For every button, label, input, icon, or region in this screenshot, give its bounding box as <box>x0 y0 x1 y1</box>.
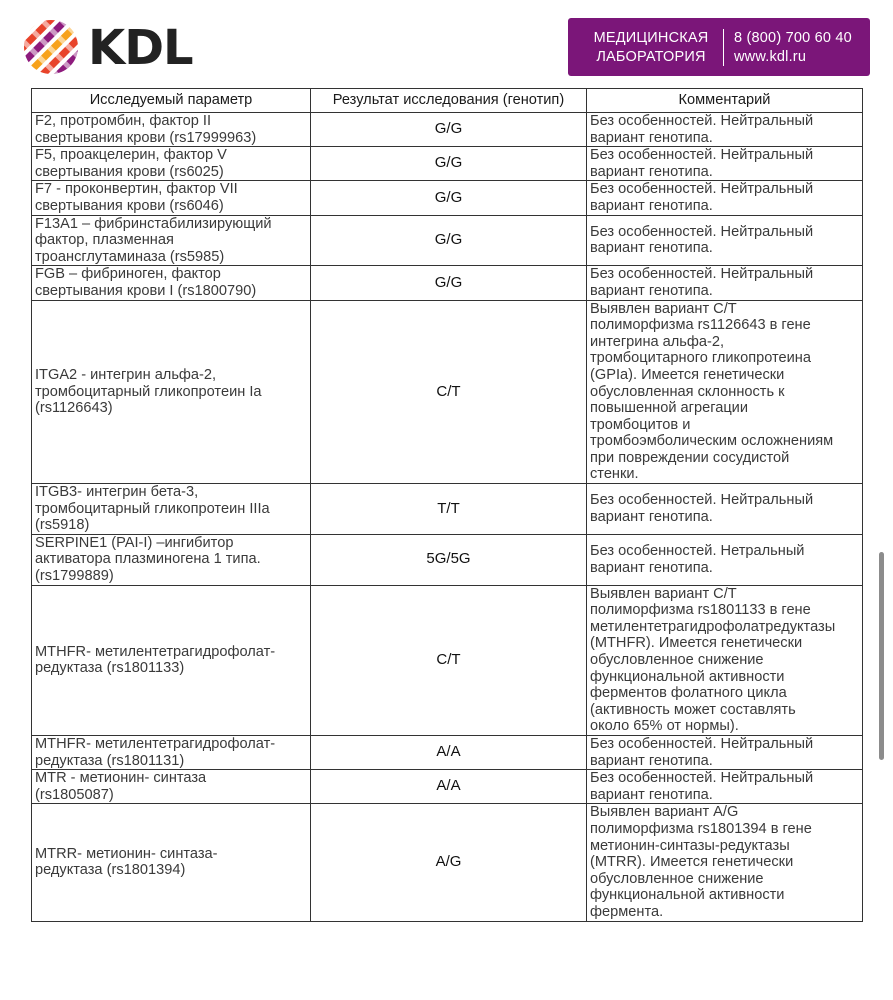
genotype-cell: G/G <box>311 181 587 215</box>
parameter-cell <box>32 215 311 266</box>
comment-line: вариант генотипа. <box>590 197 713 214</box>
column-header-genotype: Результат исследования (генотип) <box>311 89 587 113</box>
comment-line: полиморфизма rs1801394 в гене <box>590 820 812 837</box>
comment-line: около 65% от нормы). <box>590 718 739 735</box>
comment-line: фермента. <box>590 903 664 920</box>
parameter-cell <box>32 484 311 535</box>
genotype-cell: C/T <box>311 300 587 484</box>
comment-line: метионин-синтазы-редуктазы <box>590 837 790 854</box>
comment-line: вариант генотипа. <box>590 282 713 299</box>
parameter-cell <box>32 770 311 804</box>
comment-line: (активность может составлять <box>590 701 796 718</box>
comment-line: тромбоэмболическим осложнениям <box>590 433 834 450</box>
parameter-line: ITGA2 - интегрин альфа-2, <box>35 366 217 383</box>
parameter-line: FGB – фибриноген, фактор <box>35 266 221 283</box>
table-row <box>32 215 863 266</box>
table-row <box>32 147 863 181</box>
comment-line: Без особенностей. Нетральный <box>590 543 805 560</box>
comment-line: обусловленное снижение <box>590 870 764 887</box>
comment-cell <box>587 534 863 585</box>
parameter-line: свертывания крови (rs17999963) <box>35 129 257 146</box>
genotype-results-table <box>31 88 863 922</box>
comment-cell <box>587 215 863 266</box>
parameter-cell <box>32 266 311 300</box>
parameter-cell <box>32 804 311 921</box>
page-header <box>0 0 893 88</box>
comment-line: Без особенностей. Нейтральный <box>590 770 814 787</box>
comment-cell <box>587 585 863 735</box>
comment-cell <box>587 113 863 147</box>
comment-line: повышенной агрегации <box>590 400 748 417</box>
column-header-parameter: Исследуемый параметр <box>32 89 311 113</box>
parameter-line: свертывания крови (rs6025) <box>35 163 224 180</box>
comment-line: Без особенностей. Нейтральный <box>590 147 814 164</box>
table-row <box>32 735 863 769</box>
parameter-line: фактор, плазменная <box>35 232 174 249</box>
comment-line: (MTHFR). Имеется генетически <box>590 635 803 652</box>
comment-line: обусловленное снижение <box>590 652 764 668</box>
genotype-cell: 5G/5G <box>311 534 587 585</box>
comment-cell <box>587 804 863 921</box>
parameter-cell <box>32 181 311 215</box>
table-header-row <box>32 89 863 113</box>
comment-cell <box>587 147 863 181</box>
parameter-line: тромбоцитарный гликопротеин IIIa <box>35 500 270 517</box>
parameter-line: (rs1805087) <box>35 786 114 803</box>
comment-line: вариант генотипа. <box>590 163 713 180</box>
comment-cell <box>587 484 863 535</box>
parameter-line: ITGB3- интегрин бета-3, <box>35 484 199 501</box>
genotype-cell: T/T <box>311 484 587 535</box>
parameter-line: (rs1126643) <box>35 400 113 417</box>
comment-line: (MTRR). Имеется генетически <box>590 854 794 871</box>
column-header-comment: Комментарий <box>587 89 863 113</box>
parameter-line: свертывания крови I (rs1800790) <box>35 282 257 299</box>
comment-line: Выявлен вариант A/G <box>590 804 739 821</box>
comment-line: при повреждении сосудистой <box>590 449 790 466</box>
comment-line: ферментов фолатного цикла <box>590 685 787 702</box>
table-row <box>32 585 863 735</box>
comment-line: тромбоцитов и <box>590 416 691 433</box>
comment-line: полиморфизма rs1126643 в гене <box>590 317 811 334</box>
parameter-line: MTHFR- метилентетрагидрофолат- <box>35 735 276 752</box>
comment-line: Без особенностей. Нейтральный <box>590 735 814 752</box>
parameter-line: активатора плазминогена 1 типа. <box>35 551 261 568</box>
comment-line: Без особенностей. Нейтральный <box>590 266 814 283</box>
comment-line: Без особенностей. Нейтральный <box>590 181 814 198</box>
table-row <box>32 300 863 484</box>
parameter-line: редуктаза (rs1801131) <box>35 752 185 769</box>
table-body <box>32 113 863 922</box>
parameter-line: тромбоцитарный гликопротеин Ia <box>35 383 262 400</box>
parameter-line: редуктаза (rs1801394) <box>35 862 186 879</box>
parameter-line: F5, проакцелерин, фактор V <box>35 147 227 164</box>
parameter-line: (rs1799889) <box>35 568 114 585</box>
genotype-cell: G/G <box>311 113 587 147</box>
table-row <box>32 181 863 215</box>
parameter-cell <box>32 300 311 484</box>
parameter-line: MTRR- метионин- синтаза- <box>35 845 218 862</box>
comment-line: вариант генотипа. <box>590 508 713 525</box>
comment-line: вариант генотипа. <box>590 129 713 146</box>
parameter-line: (rs5918) <box>35 517 90 534</box>
table-row <box>32 484 863 535</box>
comment-line: вариант генотипа. <box>590 752 713 769</box>
lab-name-line1: МЕДИЦИНСКАЯ <box>593 30 709 46</box>
lab-contacts <box>734 29 852 67</box>
table-row <box>32 804 863 921</box>
comment-cell <box>587 181 863 215</box>
parameter-line: MTHFR- метилентетрагидрофолат- <box>35 643 276 660</box>
comment-line: (GPIa). Имеется генетически <box>590 366 785 383</box>
genotype-cell: G/G <box>311 147 587 181</box>
table-row <box>32 113 863 147</box>
vertical-scrollbar[interactable] <box>879 552 884 760</box>
comment-line: функциональной активности <box>590 887 785 904</box>
genotype-cell: A/A <box>311 735 587 769</box>
parameter-line: MTR - метионин- синтаза <box>35 770 207 787</box>
parameter-cell <box>32 113 311 147</box>
comment-line: метилентетрагидрофолатредуктазы <box>590 618 836 635</box>
genotype-cell: A/A <box>311 770 587 804</box>
parameter-line: F13A1 – фибринстабилизирующий <box>35 215 272 232</box>
logo-text: KDL <box>88 20 193 76</box>
comment-line: Без особенностей. Нейтральный <box>590 113 814 129</box>
genotype-cell: A/G <box>311 804 587 921</box>
phone-number[interactable]: 8 (800) 700 60 40 <box>734 30 852 46</box>
genotype-cell: G/G <box>311 215 587 266</box>
genotype-cell: G/G <box>311 266 587 300</box>
parameter-cell <box>32 585 311 735</box>
parameter-cell <box>32 147 311 181</box>
comment-cell <box>587 266 863 300</box>
kdl-logo <box>22 18 232 76</box>
parameter-line: F7 - проконвертин, фактор VII <box>35 181 238 198</box>
comment-line: интегрина альфа-2, <box>590 333 725 350</box>
genotype-cell: C/T <box>311 585 587 735</box>
comment-line: тромбоцитарного гликопротеина <box>590 350 811 367</box>
parameter-cell <box>32 534 311 585</box>
comment-cell <box>587 300 863 484</box>
comment-line: Выявлен вариант C/T <box>590 585 737 602</box>
banner-divider <box>723 29 724 66</box>
comment-line: полиморфизма rs1801133 в гене <box>590 602 811 619</box>
comment-line: Без особенностей. Нейтральный <box>590 492 814 509</box>
lab-name <box>580 29 722 67</box>
comment-line: обусловленная склонность к <box>590 383 785 400</box>
kdl-logo-icon <box>22 18 80 76</box>
comment-line: стенки. <box>590 466 639 483</box>
parameter-line: F2, протромбин, фактор II <box>35 113 212 129</box>
parameter-line: свертывания крови (rs6046) <box>35 197 224 214</box>
comment-line: вариант генотипа. <box>590 240 713 257</box>
comment-cell <box>587 735 863 769</box>
website-link[interactable]: www.kdl.ru <box>734 49 807 65</box>
comment-line: функциональной активности <box>590 668 785 685</box>
comment-line: Без особенностей. Нейтральный <box>590 223 814 240</box>
lab-contact-banner <box>568 18 870 76</box>
parameter-cell <box>32 735 311 769</box>
parameter-line: SERPINE1 (PAI-I) –ингибитор <box>35 534 234 551</box>
lab-name-line2: ЛАБОРАТОРИЯ <box>596 49 706 65</box>
comment-line: вариант генотипа. <box>590 559 713 576</box>
comment-cell <box>587 770 863 804</box>
parameter-line: редуктаза (rs1801133) <box>35 660 185 677</box>
table-row <box>32 534 863 585</box>
comment-line: вариант генотипа. <box>590 786 713 803</box>
parameter-line: троансглутаминаза (rs5985) <box>35 248 225 265</box>
table-row <box>32 770 863 804</box>
table-row <box>32 266 863 300</box>
comment-line: Выявлен вариант C/T <box>590 300 737 317</box>
